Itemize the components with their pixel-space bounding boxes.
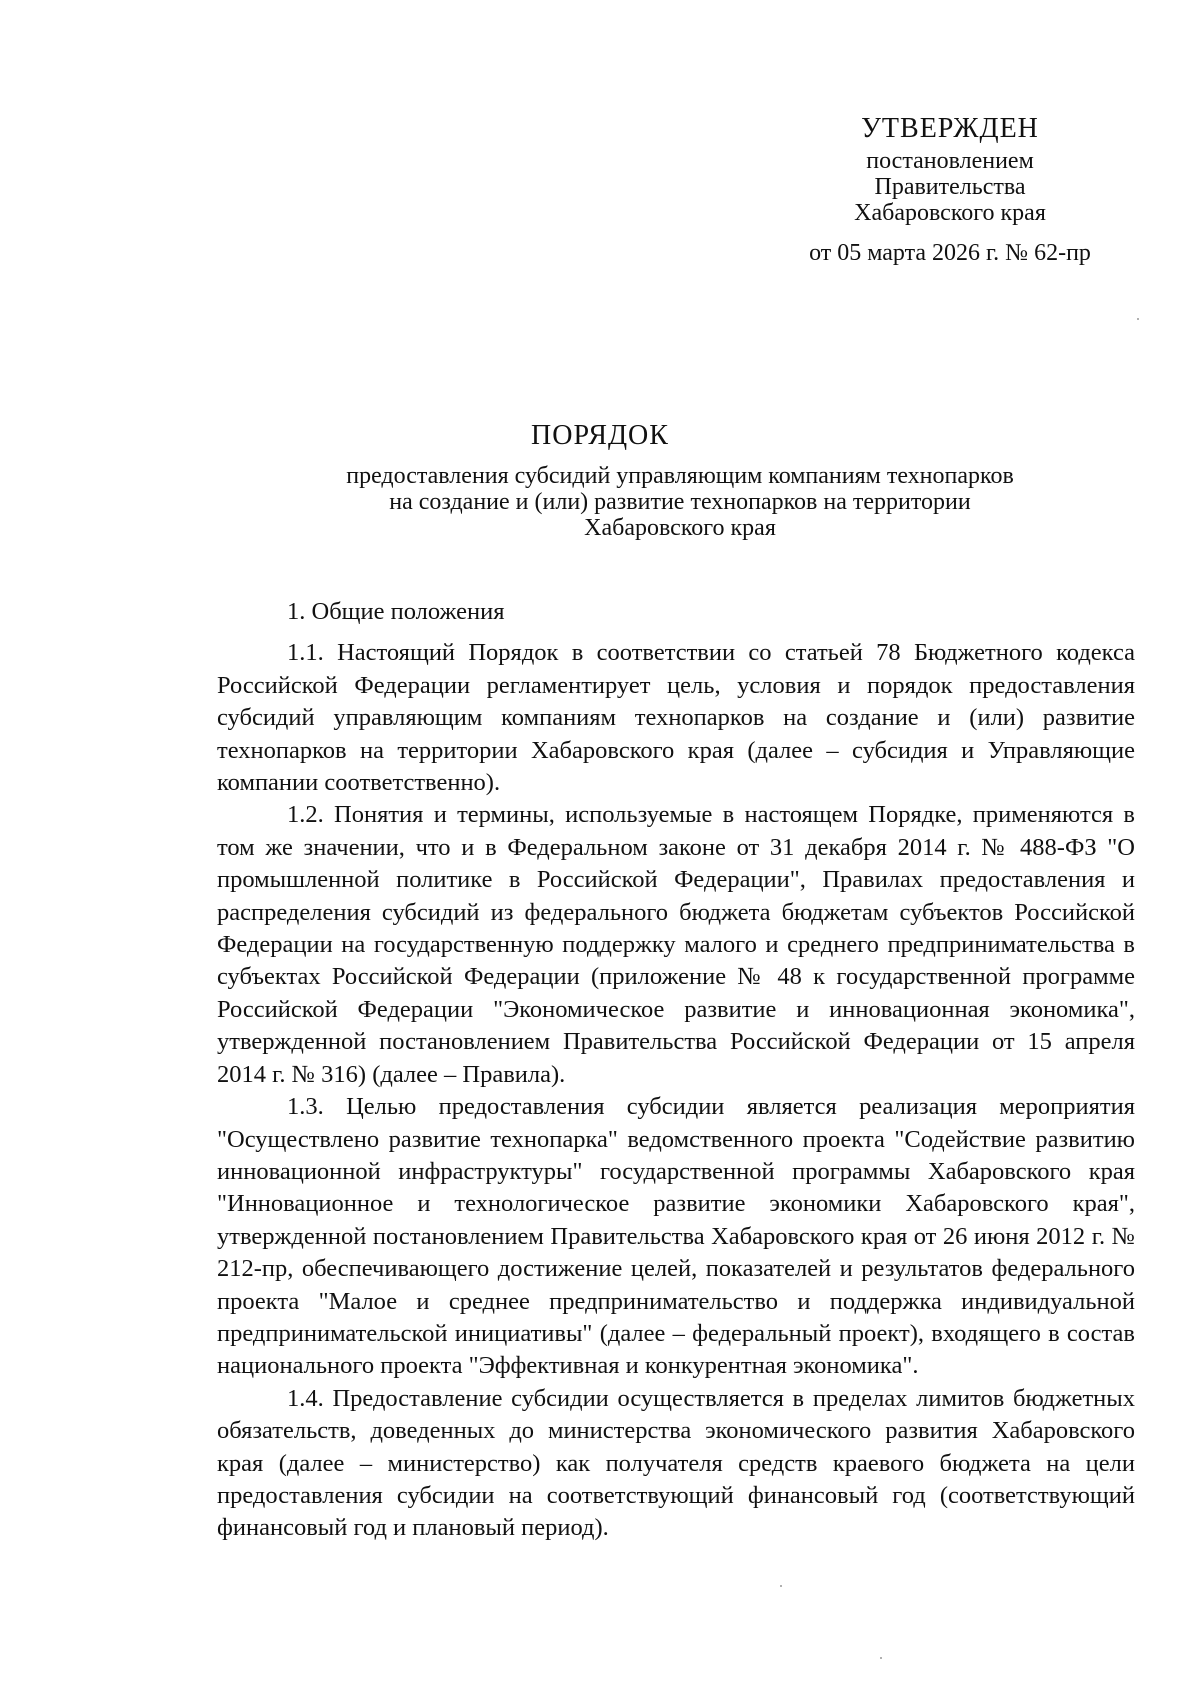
paragraph-1-3: 1.3. Целью предоставления субсидии является реализация мероприятия "Осуществлено развитие технопарка" ведомственного проекта "Содействие развитию инновационной инфраструктуры" государственной программы Хабаровского края "Инновационное и технологическое развитие экономики Хабаровского края", утвержденной постановлением Правительства Хабаровского края от 26 июня 2012 г. № 212-пр, обеспечивающего достижение целей, показателей и результатов федерального проекта "Малое и среднее предпринимательство и поддержка индивидуальной предпринимательской инициативы" (далее – федеральный проект), входящего в состав национального проекта "Эффективная и конкурентная экономика". xyxy=(217,1093,1135,1380)
document-body xyxy=(217,596,1135,1545)
scan-speck xyxy=(880,1657,882,1659)
paragraph-1-4: 1.4. Предоставление субсидии осуществляется в пределах лимитов бюджетных обязательств, доведенных до министерства экономического развития Хабаровского края (далее – министерство) как получателя средств краевого бюджета на цели предоставления субсидии на соответствующий финансовый год (соответствующий финансовый год и плановый период). xyxy=(217,1384,1135,1542)
subtitle-line: предоставления субсидий управляющим компаниям технопарков xyxy=(346,463,1014,489)
subtitle-line: Хабаровского края xyxy=(584,515,776,541)
approval-line: Правительства xyxy=(874,174,1026,200)
paragraph-1-2: 1.2. Понятия и термины, используемые в настоящем Порядке, применяются в том же значении, что и в Федеральном законе от 31 декабря 2014 г. № 488-ФЗ "О промышленной политике в Российской Федерации", Правилах предоставления и распределения субсидий из федерального бюджета бюджетам субъектов Российской Федерации на государственную поддержку малого и среднего предпринимательства в субъектах Российской Федерации (приложение № 48 к государственной программе Российской Федерации "Экономическое развитие и инновационная экономика", утвержденной постановлением Правительства Российской Федерации от 15 апреля 2014 г. № 316) (далее – Правила). xyxy=(217,801,1135,1088)
document-subtitle xyxy=(270,463,1090,541)
subtitle-line: на создание и (или) развитие технопарков на территории xyxy=(389,489,971,515)
document-title: ПОРЯДОК xyxy=(531,420,669,451)
approval-line: постановлением xyxy=(866,148,1034,174)
scan-speck xyxy=(1137,318,1139,320)
approval-stamp xyxy=(770,110,1130,268)
approval-heading: УТВЕРЖДЕН xyxy=(861,113,1039,144)
approval-line: Хабаровского края xyxy=(854,200,1046,226)
section-heading: 1. Общие положения xyxy=(287,598,505,625)
paragraph-1-1: 1.1. Настоящий Порядок в соответствии со статьей 78 Бюджетного кодекса Российской Федерации регламентирует цель, условия и порядок предоставления субсидий управляющим компаниям технопарков на создание и (или) развитие технопарков на территории Хабаровского края (далее – субсидия и Управляющие компании соответственно). xyxy=(217,639,1135,797)
scan-speck xyxy=(780,1585,782,1587)
approval-date: от 05 марта 2026 г. № 62-пр xyxy=(809,240,1091,266)
